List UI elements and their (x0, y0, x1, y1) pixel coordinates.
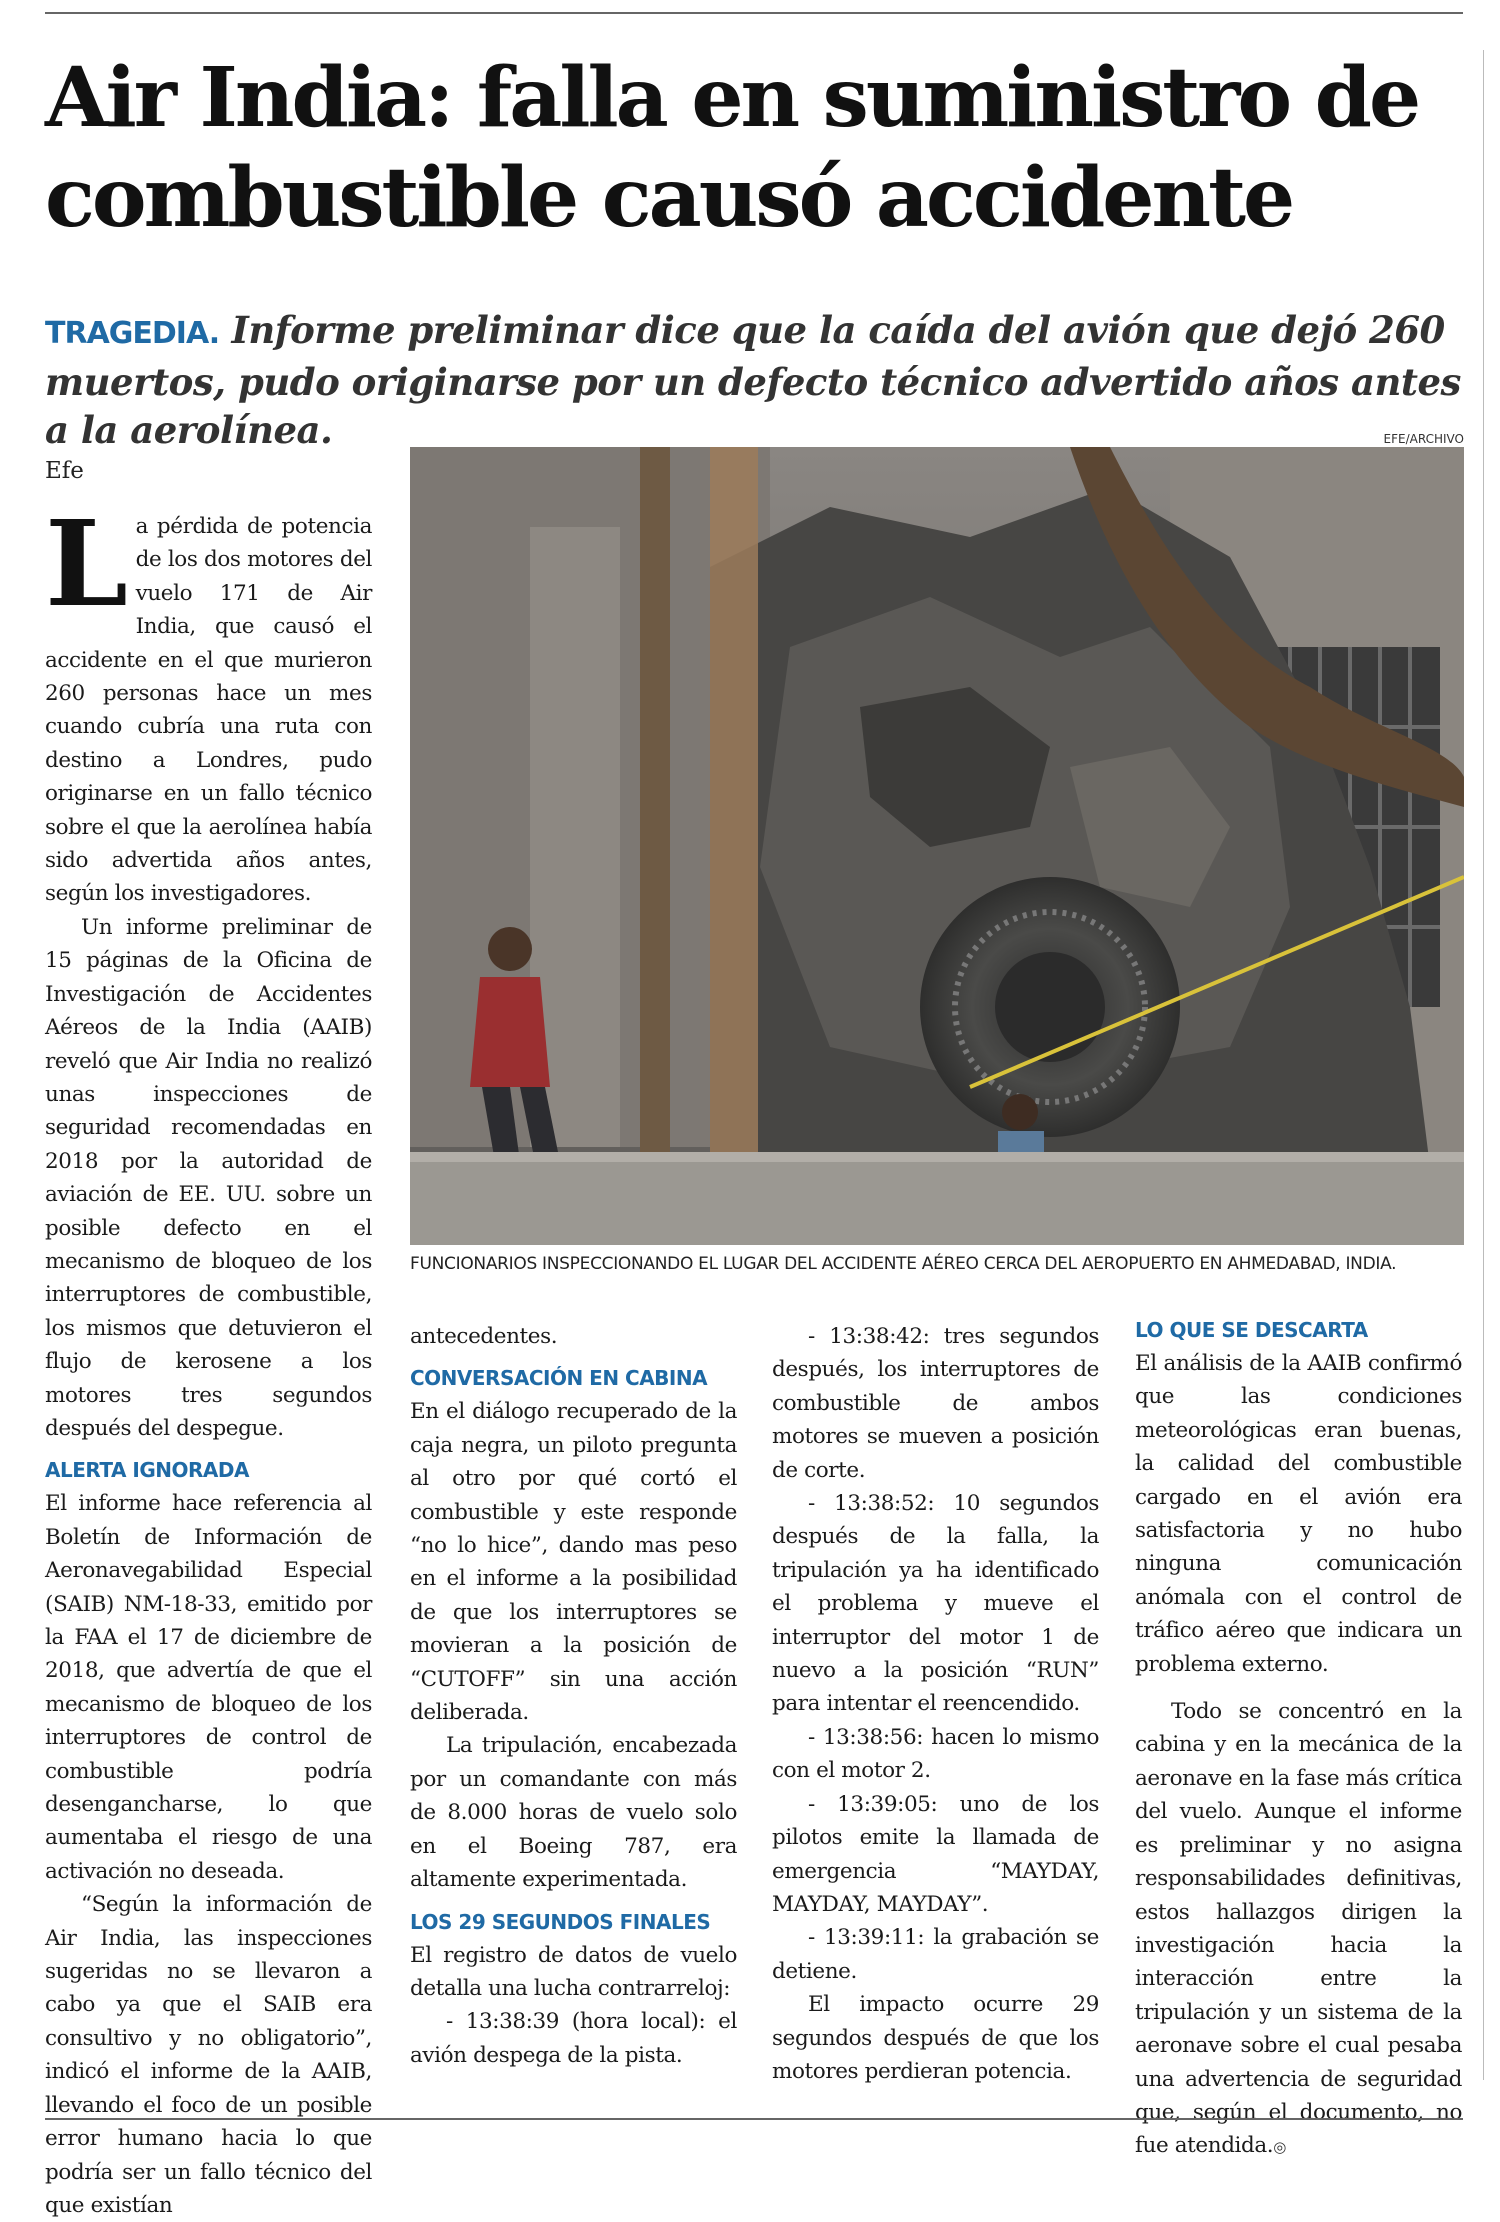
paragraph-air-india-quote: “Según la información de Air India, las inspecciones sugeridas no se llevaron a cabo ya que el SAIB era consultivo y no obligatorio”, indicó el informe de la AAIB, llevando el foco de un posible error humano hacia lo que podría ser un fallo técnico del que existían (45, 1892, 372, 2218)
photo-caption: FUNCIONARIOS INSPECCIONANDO EL LUGAR DEL ACCIDENTE AÉREO CERCA DEL AEROPUERTO EN AHMEDABAD, INDIA. (410, 1254, 1397, 1274)
subhead-conversacion-cabina: CONVERSACIÓN EN CABINA (410, 1366, 708, 1391)
timeline-133852: - 13:38:52: 10 segundos después de la falla, la tripulación ya ha identificado el problema y mueve el interruptor del motor 1 de nuevo a la posición “RUN” para intentar el reencendido. (772, 1491, 1099, 1717)
subhead-lo-que-se-descarta: LO QUE SE DESCARTA (1135, 1318, 1368, 1342)
paragraph-dialogo: En el diálogo recuperado de la caja negra, un piloto pregunta al otro por qué cortó el combustible y este responde “no lo hice”, dando mas peso en el informe a la posibilidad de que los interruptores se movieran a la posición de “CUTOFF” sin una acción deliberada. (410, 1399, 737, 1726)
article-column-2 (410, 1320, 737, 2072)
deck-kicker: TRAGEDIA. (45, 316, 220, 351)
drop-cap: L (45, 494, 128, 633)
paragraph-conclusion (1135, 1695, 1462, 2165)
byline: Efe (45, 458, 84, 484)
timeline-133905: - 13:39:05: uno de los pilotos emite la llamada de emergencia “MAYDAY, MAYDAY, MAYDAY”. (772, 1791, 1099, 1917)
top-rule (45, 12, 1463, 14)
photo-credit: EFE/ARCHIVO (1383, 432, 1464, 446)
crash-site-illustration (410, 447, 1464, 1245)
paragraph-antecedentes: antecedentes. (410, 1324, 558, 1349)
timeline-133839: - 13:38:39 (hora local): el avión despega de la pista. (410, 2009, 737, 2068)
right-column-rule (1483, 50, 1484, 2080)
conclusion-text: Todo se concentró en la cabina y en la mecánica de la aeronave en la fase más crítica del vuelo. Aunque el informe es preliminar y no asigna responsabilidades definitivas, estos hallazgos dirigen la investigación hacia la interacción entre la tripulación y un sistema de la aeronave sobre el cual pesaba una advertencia de seguridad que, según el documento, no fue atendida. (1135, 1699, 1462, 2159)
lead-paragraph (45, 494, 372, 911)
timeline-133856: - 13:38:56: hacen lo mismo con el motor 2. (772, 1724, 1099, 1784)
article-column-1 (45, 494, 372, 2222)
timeline-133842: - 13:38:42: tres segundos después, los interruptores de combustible de ambos motores se mueven a posición de corte. (772, 1324, 1099, 1483)
paragraph-impacto: El impacto ocurre 29 segundos después de que los motores perdieran potencia. (772, 1992, 1099, 2084)
deck-text: Informe preliminar dice que la caída del avión que dejó 260 muertos, pudo originarse por un defecto técnico advertido años antes a la aerolínea. (45, 308, 1461, 452)
paragraph-analisis: El análisis de la AAIB confirmó que las condiciones meteorológicas eran buenas, la calidad del combustible cargado en el avión era satisfactoria y no hubo ninguna comunicación anómala con el control de tráfico aéreo que indicara un problema externo. (1135, 1351, 1462, 1677)
paragraph-registro: El registro de datos de vuelo detalla una lucha contrarreloj: (410, 1942, 737, 2001)
subhead-alerta-ignorada: ALERTA IGNORADA (45, 1458, 249, 1483)
crash-site-photo (410, 447, 1464, 1245)
paragraph-saib: El informe hace referencia al Boletín de Información de Aeronavegabilidad Especial (SAIB) NM-18-33, emitido por la FAA el 17 de diciembre de 2018, que advertía de que el mecanismo de bloqueo de los interruptores de control de combustible podría desengancharse, lo que aumentaba el riesgo de una activación no deseada. (45, 1491, 372, 1884)
paragraph-informe: Un informe preliminar de 15 páginas de la Oficina de Investigación de Accidentes Aéreos de la India (AAIB) reveló que Air India no realizó unas inspecciones de seguridad recomendadas en 2018 por la autoridad de aviación de EE. UU. sobre un posible defecto en el mecanismo de bloqueo de los interruptores de combustible, los mismos que detuvieron el flujo de kerosene a los motores tres segundos después del despegue. (45, 914, 372, 1441)
article-column-3 (772, 1320, 1099, 2088)
bottom-rule (45, 2118, 1463, 2120)
paragraph-tripulacion: La tripulación, encabezada por un comandante con más de 8.000 horas de vuelo solo en el Boeing 787, era altamente experimentada. (410, 1733, 737, 1893)
article-column-4 (1135, 1315, 1462, 2165)
headline: Air India: falla en suministro de combustible causó accidente (45, 50, 1419, 246)
subhead-29-segundos: LOS 29 SEGUNDOS FINALES (410, 1909, 711, 1934)
timeline-133911: - 13:39:11: la grabación se detiene. (772, 1925, 1099, 1984)
lead-text: a pérdida de potencia de los dos motores del vuelo 171 de Air India, que causó el accidente en el que murieron 260 personas hace un mes cuando cubría una ruta con destino a Londres, pudo originarse en un fallo técnico sobre el que la aerolínea había sido advertida años antes, según los investigadores. (45, 514, 372, 907)
deck (45, 306, 1465, 454)
end-mark-icon: ◎ (1273, 2138, 1286, 2157)
